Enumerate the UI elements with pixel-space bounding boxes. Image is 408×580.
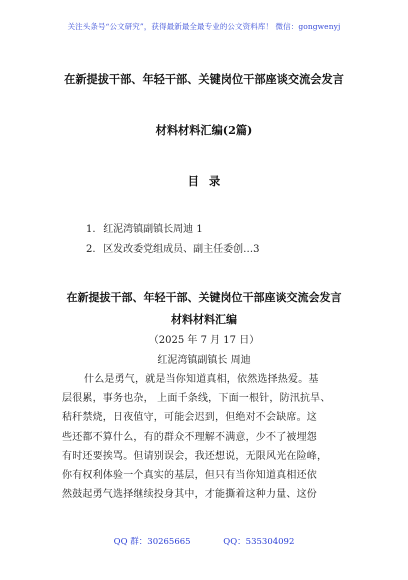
- table-of-contents: [86, 220, 260, 260]
- toc-item[interactable]: [86, 220, 260, 240]
- body-line: 什么是勇气，就是当你知道真相，依然选择热爱。基: [84, 374, 319, 385]
- toc-item-text: 区发改委党组成员、副主任委创…3: [103, 244, 260, 255]
- body-line: 你有权利体验一个真实的基层，但只有当你知道真相还依: [62, 469, 317, 481]
- body-line: 层很累，事务也杂， 上面千条线，下面一根针，防汛抗旱、: [62, 393, 331, 405]
- section-title-line-2: 材料材料汇编: [171, 313, 237, 326]
- body-line: 有时还要挨骂。但请别误会，我还想说，无限风光在险峰，: [62, 450, 328, 462]
- section-date: （2025 年 7 月 17 日）: [148, 335, 260, 346]
- section-title-line-1: 在新提拔干部、年轻干部、关键岗位干部座谈交流会发言: [66, 291, 342, 304]
- section-body: [62, 370, 352, 504]
- body-line: 些还都不算什么，有的群众不理解不满意，少不了被埋怨: [62, 431, 317, 443]
- document-title-line-1: 在新提拔干部、年轻干部、关键岗位干部座谈交流会发言: [64, 72, 344, 86]
- body-line: 秸秆禁烧，日夜值守，可能会迟到，但绝对不会缺席。这: [62, 412, 317, 424]
- toc-item-number: 1.: [86, 224, 96, 235]
- contact-footer: [0, 535, 408, 547]
- body-line: 然鼓起勇气选择继续投身其中，才能撕着这种力量、这份: [62, 489, 317, 501]
- toc-item-number: 2.: [86, 244, 96, 255]
- qq-number: QQ：535304092: [223, 537, 295, 547]
- toc-item-text: 红泥湾镇副镇长周迪 1: [103, 224, 203, 235]
- toc-item[interactable]: [86, 240, 260, 260]
- document-title-line-2: 材料材料汇编(2篇): [155, 123, 253, 137]
- qq-group-number: QQ 群：30265665: [113, 537, 191, 547]
- toc-heading: 目录: [187, 174, 231, 188]
- promo-banner: 关注头条号“公文研究”，获得最新最全最专业的公文资料库！ 微信：gongwenyj: [67, 22, 341, 31]
- section-author: 红泥湾镇副镇长 周迪: [157, 355, 251, 366]
